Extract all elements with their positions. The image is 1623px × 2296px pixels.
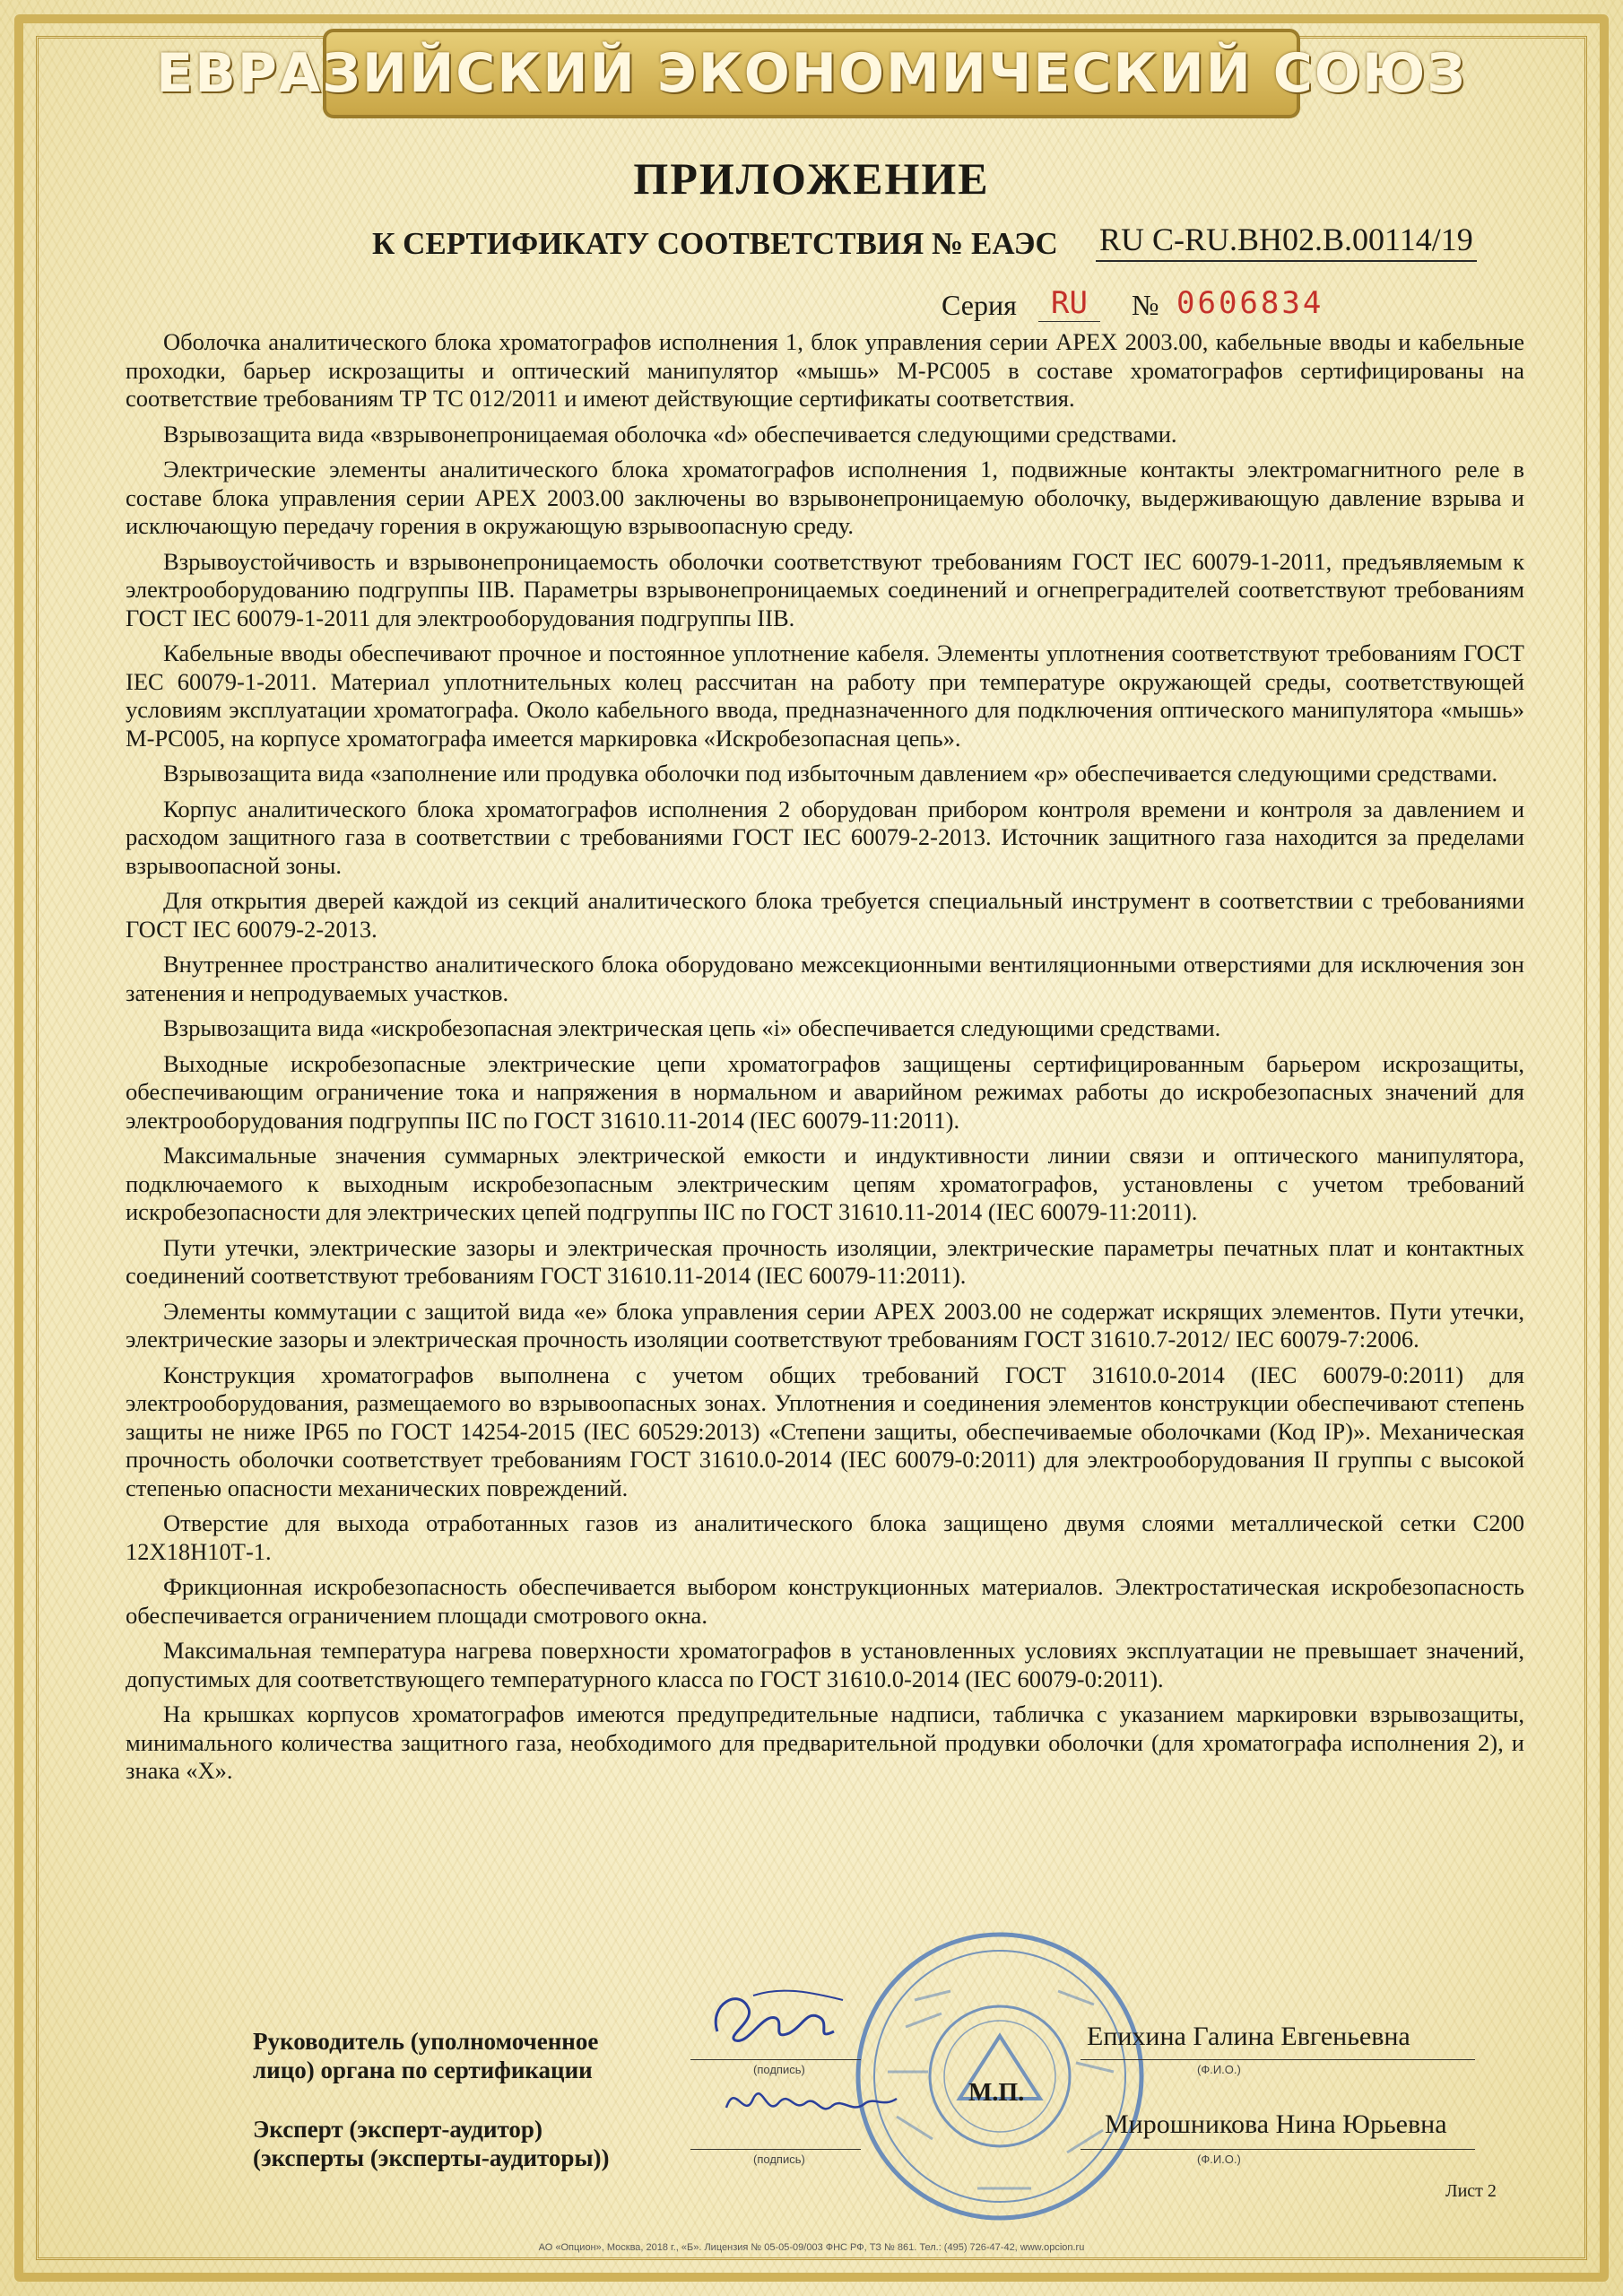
paragraph: Электрические элементы аналитического блока хроматографов исполнения 1, подвижные контакты электромагнитного реле в составе блока управления серии APEX 2003.00 заключены во взрывонепроницаемую оболочку, выдерживающую давление взрыва и исключающую передачу горения в окружающую взрывоопасную среду. (126, 456, 1524, 539)
head-label-line2: лицо) органа по сертификации (253, 2057, 593, 2083)
paragraph: Конструкция хроматографов выполнена с учетом общих требований ГОСТ 31610.0-2014 (IEC 60079-0:2011) для электрооборудования, размещаемого во взрывоопасных зонах. Уплотнения и соединения элементов конструкции обеспечивают степень защиты не ниже IP65 по ГОСТ 14254-2015 (IEC 60529:2013) «Степени защиты, обеспечиваемые оболочками (Код IP)». Механическая прочность оболочки соответствует требованиям ГОСТ 31610.0-2014 (IEC 60079-0:2011) для электрооборудования II группы с высокой степенью опасности механических повреждений. (126, 1361, 1524, 1501)
head-sign-line (690, 2059, 861, 2060)
expert-name-line (1081, 2149, 1475, 2150)
expert-label-line1: Эксперт (эксперт-аудитор) (253, 2116, 542, 2143)
paragraph: Взрывозащита вида «искробезопасная электрическая цепь «i» обеспечивается следующими средствами. (163, 1014, 1221, 1041)
series-label: Серия (942, 289, 1017, 321)
expert-label (253, 2115, 610, 2172)
page-title: ПРИЛОЖЕНИЕ (633, 153, 990, 204)
expert-sign-line (690, 2149, 861, 2150)
cert-number: RU C-RU.BH02.B.00114/19 (1096, 221, 1477, 262)
sheet-number: Лист 2 (1445, 2181, 1497, 2201)
paragraph: Взрывоустойчивость и взрывонепроницаемость оболочки соответствуют требованиям ГОСТ IEC 60079-1-2011, предъявляемым к электрооборудованию подгруппы IIB. Параметры взрывонепроницаемых соединений и огнепреградителей соответствуют требованиям ГОСТ IEC 60079-1-2011 для электрооборудования подгруппы IIB. (126, 547, 1524, 631)
cert-prefix: К СЕРТИФИКАТУ СООТВЕТСТВИЯ № ЕАЭС (372, 226, 1058, 261)
head-label-line1: Руководитель (уполномоченное (253, 2028, 599, 2055)
paragraph: Выходные искробезопасные электрические цепи хроматографов защищены сертифицированным барьером искрозащиты, обеспечивающим ограничение тока и напряжения в нормальном и аварийном режимах работы до искробезопасных значений для электрооборудования подгруппы IIC по ГОСТ 31610.11-2014 (IEC 60079-11:2011). (126, 1049, 1524, 1134)
paragraph: Внутреннее пространство аналитического блока оборудовано межсекционными вентиляционными отверстиями для исключения зон затенения и непродуваемых участков. (126, 951, 1524, 1006)
expert-sign-caption: (подпись) (753, 2152, 805, 2166)
expert-label-line2: (эксперты (эксперты-аудиторы)) (253, 2144, 610, 2171)
head-name-line (1081, 2059, 1475, 2060)
printer-footer: АО «Опцион», Москва, 2018 г., «Б». Лицензия № 05-05-09/003 ФНС РФ, ТЗ № 861. Тел.: (495) 726-47-42, www.opcion.ru (538, 2242, 1085, 2253)
paragraph: Элементы коммутации с защитой вида «e» блока управления серии APEX 2003.00 не содержат искрящих элементов. Пути утечки, электрические зазоры и электрическая прочность изоляции соответствуют требованиям ГОСТ 31610.7-2012/ IEC 60079-7:2006. (126, 1297, 1524, 1352)
paragraph: Максимальная температура нагрева поверхности хроматографов в установленных условиях эксплуатации не превышает значений, допустимых для соответствующего температурного класса по ГОСТ 31610.0-2014 (IEC 60079-0:2011). (126, 1637, 1524, 1692)
paragraph: Кабельные вводы обеспечивают прочное и постоянное уплотнение кабеля. Элементы уплотнения соответствуют требованиям ГОСТ IEC 60079-1-2011. Материал уплотнительных колец рассчитан на работу при температуре окружающей среды, соответствующей условиям эксплуатации хроматографа. Около кабельного ввода, предназначенного для подключения оптического манипулятора «мышь» M-PC005, на корпусе хроматографа имеется маркировка «Искробезопасная цепь». (126, 639, 1524, 752)
paragraph: На крышках корпусов хроматографов имеются предупредительные надписи, табличка с указанием маркировки взрывозащиты, минимального количества защитного газа, необходимого для предварительной продувки оболочки (для хроматографа исполнения 2), и знака «Х». (126, 1700, 1524, 1784)
paragraph: Взрывозащита вида «взрывонепроницаемая оболочка «d» обеспечивается следующими средствами. (163, 420, 1177, 448)
expert-name-caption: (Ф.И.О.) (1197, 2152, 1241, 2166)
union-banner (156, 29, 1467, 118)
expert-name: Мирошникова Нина Юрьевна (1105, 2109, 1447, 2139)
series-value: RU (1038, 285, 1100, 322)
head-name-caption: (Ф.И.О.) (1197, 2063, 1241, 2076)
head-label (253, 2027, 598, 2084)
paragraph: Максимальные значения суммарных электрической емкости и индуктивности линии связи и оптического манипулятора, подключаемого к выходным искробезопасным электрическим цепям хроматографов, установлены с учетом требований искробезопасности для электрических цепей подгруппы IIC по ГОСТ 31610.11-2014 (IEC 60079-11:2011). (126, 1142, 1524, 1225)
document-body (126, 328, 1524, 1793)
paragraph: Взрывозащита вида «заполнение или продувка оболочки под избыточным давлением «p» обеспечивается следующими средствами. (163, 760, 1498, 787)
number-label: № (1132, 289, 1159, 321)
expert-signature (717, 2072, 906, 2135)
banner-text: ЕВРАЗИЙСКИЙ ЭКОНОМИЧЕСКИЙ СОЮЗ (156, 42, 1467, 105)
head-signature (699, 1978, 852, 2058)
stamp-label: М.П. (968, 2079, 1025, 2107)
blank-number: 0606834 (1176, 285, 1324, 321)
paragraph: Для открытия дверей каждой из секций аналитического блока требуется специальный инструмент в соответствии с требованиями ГОСТ IEC 60079-2-2013. (126, 887, 1524, 943)
head-sign-caption: (подпись) (753, 2063, 805, 2076)
paragraph: Отверстие для выхода отработанных газов из аналитического блока защищено двумя слоями металлической сетки С200 12Х18Н10Т-1. (126, 1509, 1524, 1565)
paragraph: Оболочка аналитического блока хроматографов исполнения 1, блок управления серии APEX 2003.00, кабельные вводы и кабельные проходки, барьер искрозащиты и оптический манипулятор «мышь» M-PC005 в составе хроматографов сертифицированы на соответствие требованиям ТР ТС 012/2011 и имеют действующие сертификаты соответствия. (126, 328, 1524, 412)
paragraph: Пути утечки, электрические зазоры и электрическая прочность изоляции, электрические параметры печатных плат и контактных соединений соответствуют требованиям ГОСТ 31610.11-2014 (IEC 60079-11:2011). (126, 1233, 1524, 1289)
paragraph: Фрикционная искробезопасность обеспечивается выбором конструкционных материалов. Электростатическая искробезопасность обеспечивается ограничением площади смотрового окна. (126, 1573, 1524, 1629)
paragraph: Корпус аналитического блока хроматографов исполнения 2 оборудован прибором контроля времени и контроля за давлением и расходом защитного газа в соответствии с требованиями ГОСТ IEC 60079-2-2013. Источник защитного газа находится за пределами взрывоопасной зоны. (126, 795, 1524, 879)
head-name: Епихина Галина Евгеньевна (1087, 2022, 1410, 2051)
